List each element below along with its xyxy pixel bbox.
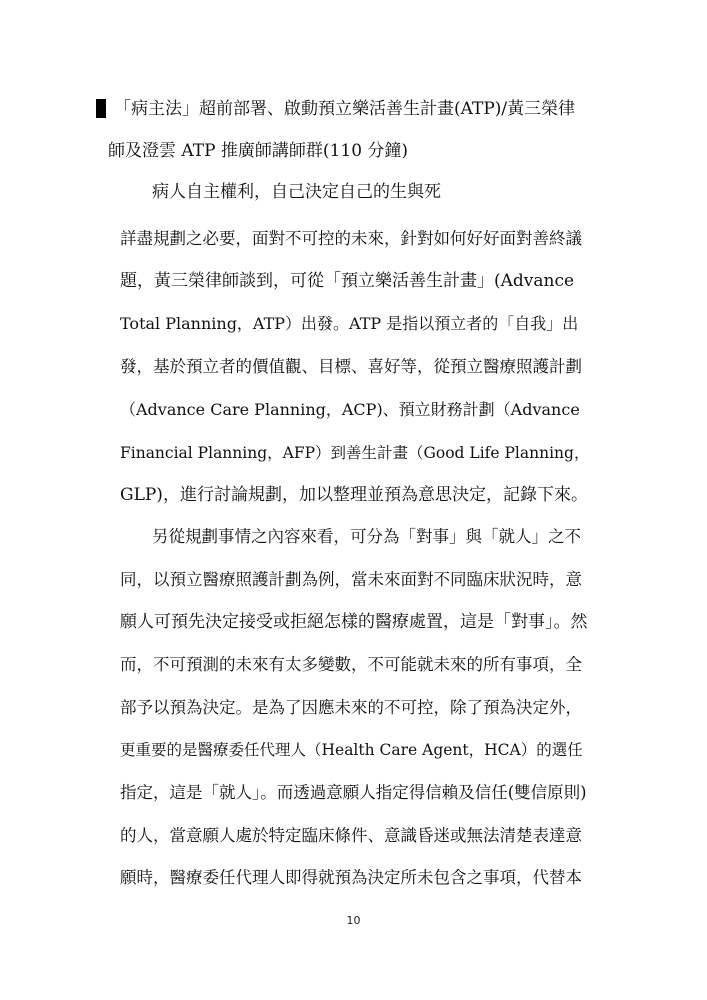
heading-text-2: 師及澄雲 ATP 推廣師講師群(110 分鐘) (108, 141, 409, 161)
heading-text-1: 「病主法」超前部署、啟動預立樂活善生計畫(ATP)/黃三榮律 (114, 99, 576, 119)
subheading-text: 病人自主權利，自己決定自己的生與死 (152, 182, 441, 202)
heading-bullet-icon (96, 99, 106, 118)
page-number: 10 (346, 914, 361, 927)
